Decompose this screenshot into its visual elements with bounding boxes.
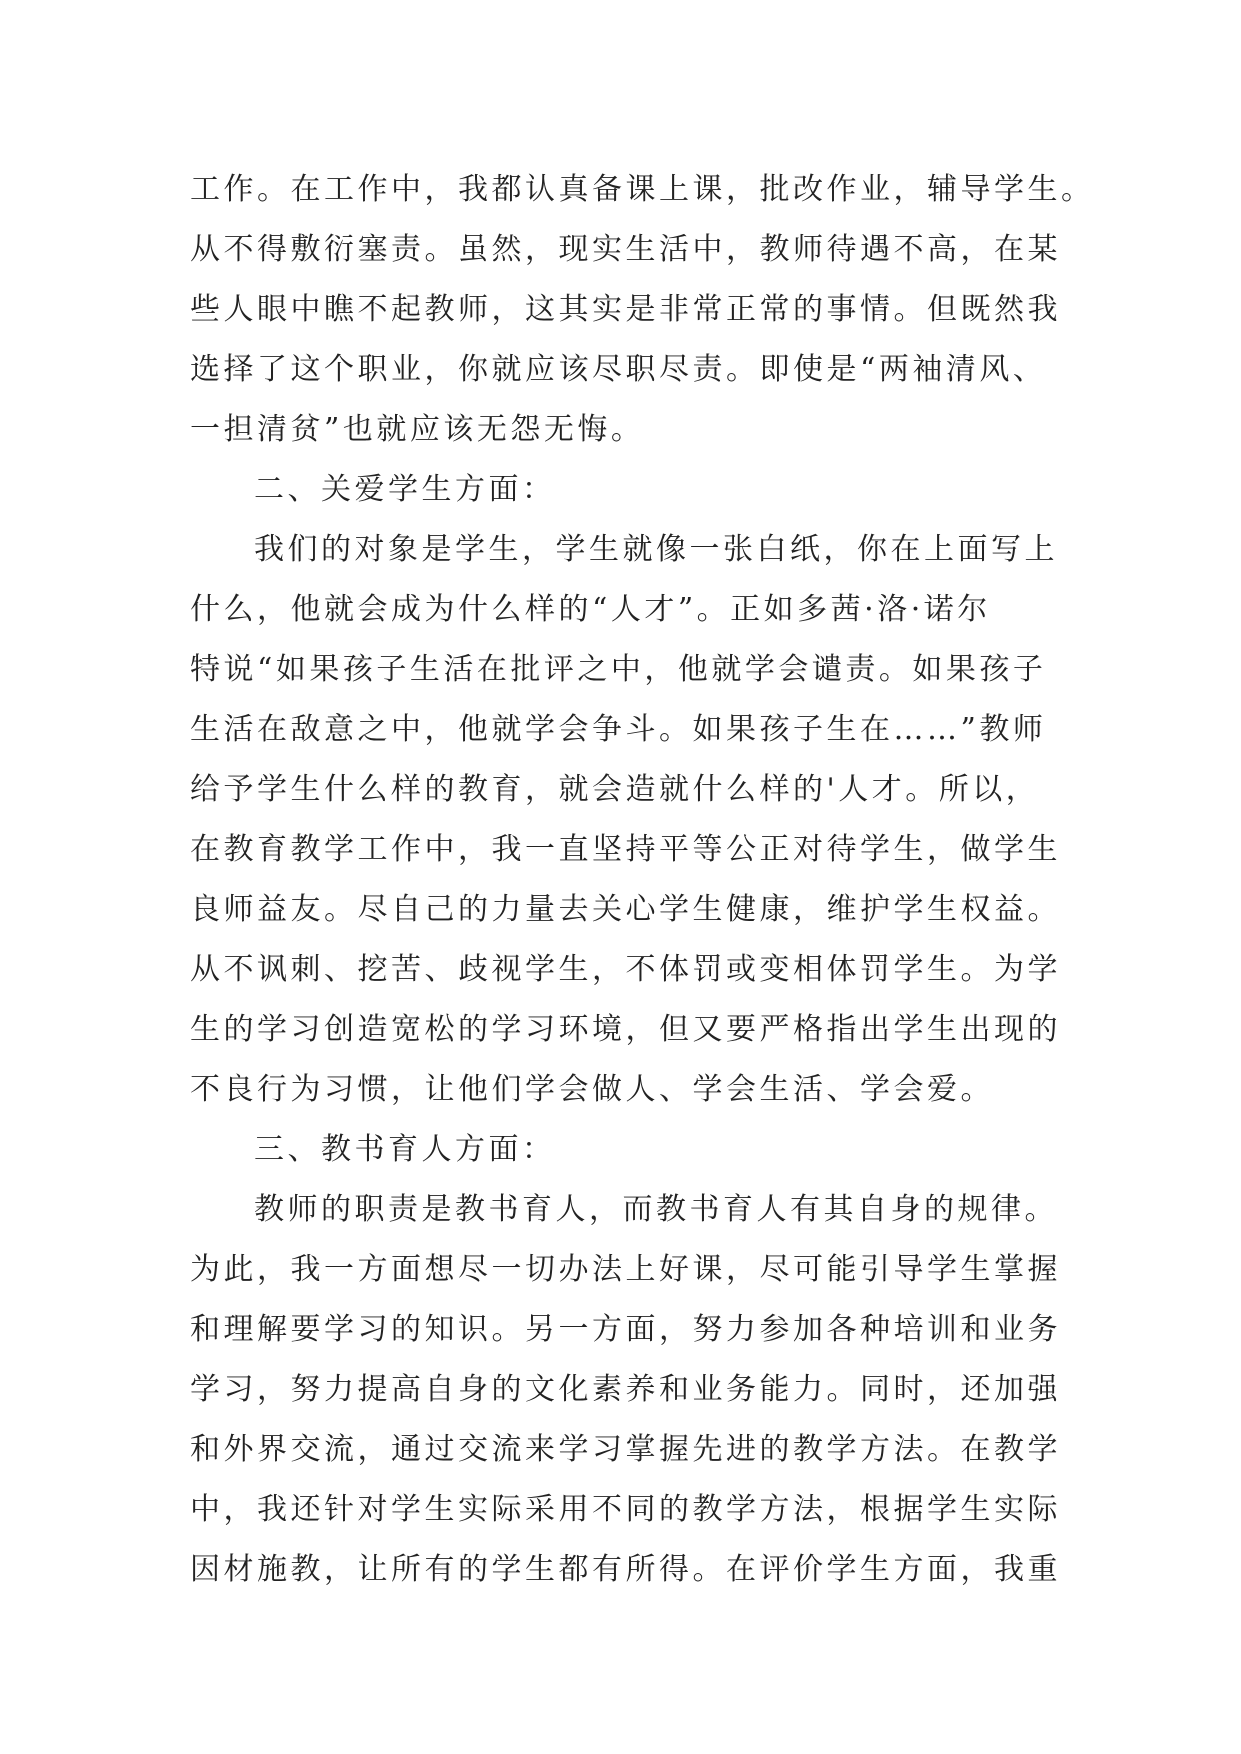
text-line: 生的学习创造宽松的学习环境，但又要严格指出学生出现的: [190, 1012, 1061, 1047]
text-line: 不良行为习惯，让他们学会做人、学会生活、学会爱。: [190, 1072, 994, 1107]
text-line: 学习，努力提高自身的文化素养和业务能力。同时，还加强: [190, 1372, 1061, 1407]
text-line: 从不讽刺、挖苦、歧视学生，不体罚或变相体罚学生。为学: [190, 952, 1061, 987]
text-line: 因材施教，让所有的学生都有所得。在评价学生方面，我重: [190, 1552, 1061, 1587]
text-line: 在教育教学工作中，我一直坚持平等公正对待学生，做学生: [190, 832, 1061, 867]
text-line: 什么，他就会成为什么样的“人才”。正如多茜·洛·诺尔: [190, 592, 991, 627]
section-heading: 二、关爱学生方面：: [254, 472, 556, 507]
paragraph-first-line: 我们的对象是学生，学生就像一张白纸，你在上面写上: [254, 532, 1058, 567]
text-line: 些人眼中瞧不起教师，这其实是非常正常的事情。但既然我: [190, 292, 1061, 327]
text-line: 良师益友。尽自己的力量去关心学生健康，维护学生权益。: [190, 892, 1061, 927]
text-line: 和外界交流，通过交流来学习掌握先进的教学方法。在教学: [190, 1432, 1061, 1467]
text-line: 和理解要学习的知识。另一方面，努力参加各种培训和业务: [190, 1312, 1061, 1347]
text-line: 选择了这个职业，你就应该尽职尽责。即使是“两袖清风、: [190, 352, 1047, 387]
section-heading: 三、教书育人方面：: [254, 1132, 556, 1167]
paragraph-first-line: 教师的职责是教书育人，而教书育人有其自身的规律。: [254, 1192, 1058, 1227]
text-line: 特说“如果孩子生活在批评之中，他就学会谴责。如果孩子: [190, 652, 1047, 687]
text-line: 给予学生什么样的教育，就会造就什么样的'人才。所以，: [190, 772, 1040, 807]
text-line: 从不得敷衍塞责。虽然，现实生活中，教师待遇不高，在某: [190, 232, 1061, 267]
text-line: 工作。在工作中，我都认真备课上课，批改作业，辅导学生。: [190, 172, 1095, 207]
text-line: 中，我还针对学生实际采用不同的教学方法，根据学生实际: [190, 1492, 1061, 1527]
text-line: 为此，我一方面想尽一切办法上好课，尽可能引导学生掌握: [190, 1252, 1061, 1287]
text-line: 一担清贫”也就应该无怨无悔。: [190, 412, 645, 447]
body-text: [190, 160, 1095, 1600]
text-line: 生活在敌意之中，他就学会争斗。如果孩子生在……”教师: [190, 712, 1047, 747]
